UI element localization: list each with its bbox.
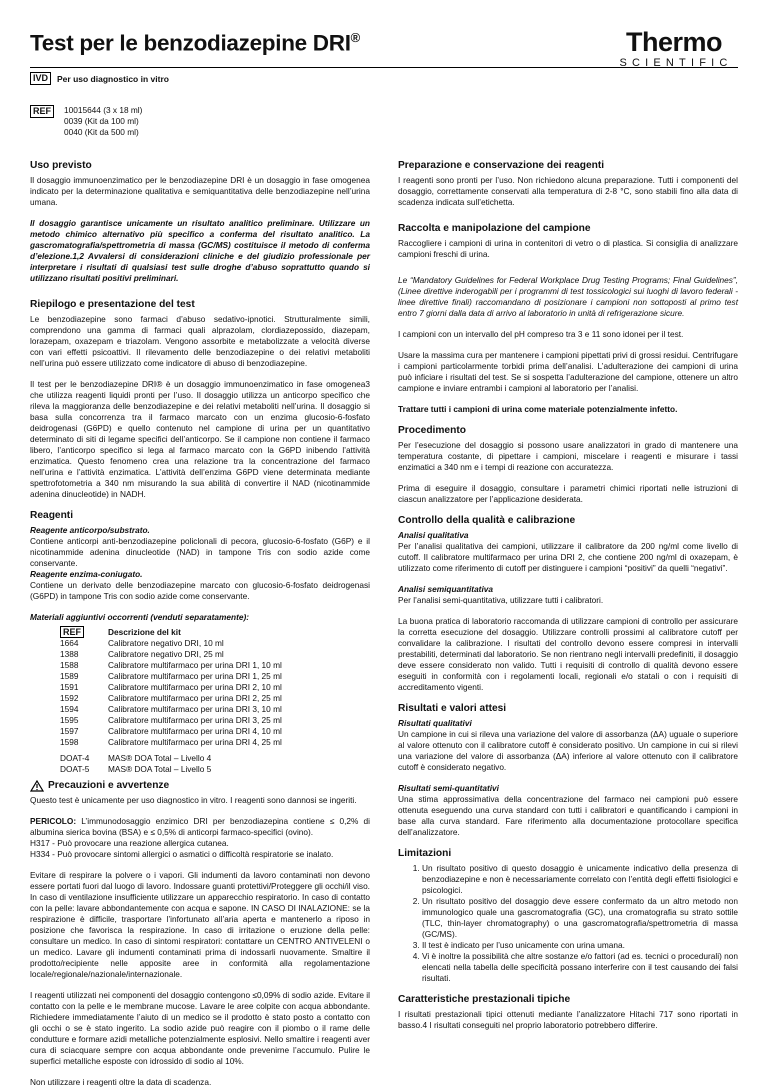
text-left-kit-codes-9: 1598 — [60, 737, 79, 747]
text-right-ctrl-p3: La buona pratica di laboratorio raccomanda di utilizzare campioni di controllo per assicurare la corretta esecuzione del dosaggio. Utilizzare controlli prossimi al calibratore cutoff per convalidare la calibrazione. I risultati del controllo devono essere compresi in intervalli prestabiliti, determinati dal laboratorio. Se non rientrano negli intervalli predefiniti, il dosaggio deve essere considerato non valido. Tutti i requisiti di controllo di qualità devono essere eseguiti in conformità con i regolamenti locali, regionali e/o statali o con i requisiti di accreditamento vigenti. — [398, 616, 738, 692]
text-right-proc-p1: Per l’esecuzione del dosaggio si possono usare analizzatori in grado di mantenere una temperatura costante, di pipettare i campioni, miscelare i reagenti e misurare i tassi enzimatici a 340 nm e i tempi di reazione con accuratezza. — [398, 440, 738, 472]
list-item: 4. Vi è inoltre la possibilità che altre sostanze e/o fattori (ad es. tecnici o procedurali) non elencati nella tabella delle specificità possano interferire con il test causando dei falsi risultati. — [422, 951, 738, 984]
text-left-prec-p5: Non utilizzare i reagenti oltre la data di scadenza. — [30, 1077, 212, 1087]
text-left-uso-p2: Il dosaggio garantisce unicamente un risultato analitico preliminare. Utilizzare un metodo chimico alternativo più specifico a conferma del risultato analitico. La gascromatografia/spettrometria di massa (GC/MS) costituisce il metodo di conferma d’elezione.1,2 Avvalersi di considerazioni cliniche e del giudizio professionale per interpretare i risultati di qualsiasi test sulle droghe d’abuso soprattutto quando si utilizzano risultati positivi preliminari. — [30, 218, 370, 283]
text-left-kit-descs-1: Calibratore negativo DRI, 25 ml — [108, 649, 224, 659]
text-left-uso-p1: Il dosaggio immunoenzimatico per le benzodiazepine DRI è un dosaggio in fase omogenea indicato per la determinazione qualitativa e semiquantitativa delle benzodiazepine nell’urina umana. — [30, 175, 370, 207]
right-column — [398, 160, 738, 1031]
text-right-ris-p2: Una stima approssimativa della concentrazione del farmaco nei campioni può essere ottenuta eseguendo una curva standard con tutti i calibratori e quantificando i campioni in base alla curva standard. Fare riferimento alla documentazione protocollare specifica dell’analizzatore. — [398, 794, 738, 837]
text-left-kit-codes-3: 1589 — [60, 671, 79, 681]
warning-icon — [30, 780, 44, 792]
text-left-riep-p1: Le benzodiazepine sono farmaci d’abuso sedativo-ipnotici. Strutturalmente simili, comprendono una gamma di farmaci quali alprazolam, clordiazepossido, diazepam, lorazepam, oxazepam e triazolam. Vengono assorbite e metabolizzate a velocità diverse con vari effetti psicoattivi. Il rilevamento delle benzodiazepine o dei relativi metaboliti nell’urina può essere utilizzato come indicatore di abuso di benzodiazepine. — [30, 314, 370, 368]
text-header-logo-bottom: SCIENTIFIC — [619, 57, 733, 69]
text-left-kit-descs-2: Calibratore multifarmaco per urina DRI 1, 10 ml — [108, 660, 282, 670]
text-left-prec-p3: Evitare di respirare la polvere o i vapori. Gli indumenti da lavoro contaminati non devono essere portati fuori dal luogo di lavoro. Indossare guanti protettivi/Proteggere gli occhi/il viso. In caso di ventilazione insufficiente utilizzare un apparecchio respiratorio. In caso di contatto con la pelle: lavare abbondantemente con acqua e sapone. IN CASO DI INALAZIONE: se la respirazione è difficile, trasportare l’infortunato all’aria aperta e mantenerlo a riposo in posizione che favorisca la respirazione. In caso di irritazione o eruzione della pelle: consultare un medico. In caso di sintomi respiratori: contattare un CENTRO ANTIVELENI o un medico. Lavare gli indumenti contaminati prima di indossarli nuovamente. Smaltire il prodotto/recipiente nelle apposite aree in conformità alla regolamentazione locale/regionale/nazionale/internazionale. — [30, 870, 370, 979]
text-left-kit-codes-0: 1664 — [60, 638, 79, 648]
text-right-racc-p2: Le “Mandatory Guidelines for Federal Workplace Drug Testing Programs; Final Guidelines”, (Linee direttive inderogabili per i programmi di test tossicologici sui luoghi di lavoro federali - linee direttive finali) raccomandano di posizionare i campioni non sottoposti al primo test entro 7 giorni dalla data di arrivo al laboratorio in unità di refrigerazione sicure. — [398, 275, 738, 318]
text-header-logo-top: Thermo — [625, 27, 722, 57]
text-right-racc-p1: Raccogliere i campioni di urina in contenitori di vetro o di plastica. Si consiglia di analizzare campioni freschi di urina. — [398, 238, 738, 259]
text-left-kit-codes-2: 1588 — [60, 660, 79, 670]
text-left-riep-p2: Il test per le benzodiazepine DRI® è un dosaggio immunoenzimatico in fase omogenea3 che utilizza reagenti liquidi pronti per l’uso. Il dosaggio utilizza un anticorpo specifico che rileva la maggioranza delle benzodiazepine e dei relativi metaboliti nell’urina. Il dosaggio si basa sulla concorrenza tra il farmaco marcato con un enzima glucosio-6-fosfato deidrogenasi (G6PD) e quello contenuto nel campione di urina per un quantitativo determinato di siti di legame specifici dell’anticorpo. Se il campione non contiene il farmaco libero, l’anticorpo specifico si lega al farmaco marcato con la G6PD inibendo l’attività enzimatica. Questo fenomeno crea una relazione tra la concentrazione del farmaco nell’urina e l’attività enzimatica. L’attività dell’enzima G6PD viene determinata mediante spettrofotometria a 340 nm misurando la sua abilità di convertire il NAD (nicotinammide adenina dinucleotide) in NADH. — [30, 379, 370, 499]
text-right-car-p: I risultati prestazionali tipici ottenuti mediante l’analizzatore Hitachi 717 sono riportati in basso.4 I risultati conseguiti nel proprio laboratorio potrebbero differire. — [398, 1009, 738, 1030]
text-left-kit-descs-8: Calibratore multifarmaco per urina DRI 4, 10 ml — [108, 726, 282, 736]
text-left-kit-descs-3: Calibratore multifarmaco per urina DRI 1, 25 ml — [108, 671, 282, 681]
text-right-ctrl-p2: Per l’analisi semi-quantitativa, utilizzare tutti i calibratori. — [398, 595, 604, 605]
list-item: 2. Un risultato positivo del dosaggio deve essere confermato da un altro metodo non immunologico quale una gascromatografia (GC), una cromatografia su strato sottile (TLC, thin-layer chromatography) o una gascromatografia/spettrometria di massa (GC/MS). — [422, 896, 738, 940]
section-procedimento: Procedimento — [398, 425, 466, 436]
text-left-kit-codes-1: 1388 — [60, 649, 79, 659]
text-left-kit-descs-5: Calibratore multifarmaco per urina DRI 2, 25 ml — [108, 693, 282, 703]
text-left-kit-codes-8: 1597 — [60, 726, 79, 736]
text-left-kit-descs-4: Calibratore multifarmaco per urina DRI 2, 10 ml — [108, 682, 282, 692]
text-right-ctrl-p1: Per l’analisi qualitativa dei campioni, utilizzare il calibratore da 200 ng/ml come livello di cutoff. Il calibratore multifarmaco per urina DRI 2, che contiene 200 ng/ml di oxazepam, è utilizzato come riferimento di cutoff per distinguere i campioni “positivi” da quelli “negativi”. — [398, 541, 738, 573]
list-item: 3. Il test è indicato per l’uso unicamente con urina umana. — [422, 940, 738, 951]
text-left-kit-codes-4: 1591 — [60, 682, 79, 692]
text-left-mat-title: Materiali aggiuntivi occorrenti (venduti separatamente): — [30, 612, 249, 622]
text-header-title-reg: ® — [350, 30, 360, 45]
text-left-doat-descs-0: MAS® DOA Total – Livello 4 — [108, 753, 212, 763]
ref-block — [30, 105, 142, 138]
section-uso-previsto: Uso previsto — [30, 160, 92, 171]
text-right-ctrl-sub2: Analisi semiquantitativa — [398, 584, 493, 594]
left-column — [30, 160, 370, 1088]
text-left-doat-codes-0: DOAT-4 — [60, 753, 90, 763]
section-reagenti: Reagenti — [30, 510, 74, 521]
text-right-racc-p5: Trattare tutti i campioni di urina come materiale potenzialmente infetto. — [398, 404, 678, 414]
header-rule — [30, 67, 738, 68]
text-header-ivd-text: Per uso diagnostico in vitro — [57, 73, 169, 84]
text-left-doat-descs-1: MAS® DOA Total – Livello 5 — [108, 764, 212, 774]
text-right-racc-p4: Usare la massima cura per mantenere i campioni pipettati privi di grossi residui. Centrifugare i campioni particolarmente torbidi prima dell’analisi. L’adulterazione dei campioni di urina può inficiare i risultati del test. Se si sospetta l’adulterazione del campione, ottenere un altro campione e inviare entrambi i campioni al laboratorio per l’analisi. — [398, 350, 738, 393]
ivd-symbol: IVD — [30, 72, 51, 85]
text-header-ref-lines-2: 0040 (Kit da 500 ml) — [64, 127, 139, 137]
text-header-ref-lines-1: 0039 (Kit da 100 ml) — [64, 116, 139, 126]
text-header-title: Test per le benzodiazepine DRI — [30, 30, 351, 56]
section-controllo-qualita: Controllo della qualità e calibrazione — [398, 515, 576, 526]
text-left-reag-t1: Contiene anticorpi anti-benzodiazepine policlonali di pecora, glucosio-6-fosfato (G6P) e il nicotinammide adenina dinucleotide (NAD) in tampone Tris con sodio azide come conservante. — [30, 536, 370, 568]
text-right-prep-p: I reagenti sono pronti per l’uso. Non richiedono alcuna preparazione. Tutti i componenti del dosaggio, correttamente conservati alla temperatura di 2-8 °C, sono stabili fino alla data di scadenza indicata sull’etichetta. — [398, 175, 738, 207]
text-right-racc-p3: I campioni con un intervallo del pH compreso tra 3 e 11 sono idonei per il test. — [398, 329, 684, 339]
text-left-kit-header: Descrizione del kit — [108, 627, 181, 637]
ivd-line — [30, 72, 169, 85]
ref-symbol: REF — [60, 626, 84, 638]
text-left-kit-codes-6: 1594 — [60, 704, 79, 714]
text-left-reag-t2: Contiene un derivato delle benzodiazepine marcato con glucosio-6-fosfato deidrogenasi (G6PD) in tampone Tris con sodio azide come conservante. — [30, 580, 370, 601]
text-left-kit-descs-0: Calibratore negativo DRI, 10 ml — [108, 638, 224, 648]
section-preparazione: Preparazione e conservazione dei reagenti — [398, 160, 605, 171]
text-left-per-lead: PERICOLO: — [30, 816, 77, 826]
list-item: 1. Un risultato positivo di questo dosaggio è unicamente indicativo della presenza di benzodiazepine e non è necessariamente correlato con l’entità degli effetti fisiologici e psicologici. — [422, 863, 738, 896]
text-left-prec-p4: I reagenti utilizzati nei componenti del dosaggio contengono ≤0,09% di sodio azide. Evitare il contatto con la pelle e le membrane mucose. Lavare le aree colpite con acqua abbondante. Richiedere immediatamente l’aiuto di un medico se il prodotto è stato posto a contatto con gli occhi o se è stato ingerito. La sodio azide può reagire con il piombo o il rame delle condutture e formare azidi metalliche potenzialmente esplosivi. Nello smaltire i reagenti aver cura di sciacquare sempre con acqua abbondante onde prevenirne l’accumulo. Pulire le superfici metalliche esposte con idrossido di sodio al 10%. — [30, 990, 370, 1066]
text-left-kit-descs-6: Calibratore multifarmaco per urina DRI 3, 10 ml — [108, 704, 282, 714]
text-header-ref-lines-0: 10015644 (3 x 18 ml) — [64, 105, 143, 115]
kit-table — [30, 627, 370, 775]
section-riepilogo: Riepilogo e presentazione del test — [30, 299, 195, 310]
document-title — [30, 30, 360, 57]
text-left-per-text: L’immunodosaggio enzimico DRI per benzodiazepina contiene ≤ 0,2% di albumina sierica bovina (BSA) e ≤ 0,5% di anticorpi farmaco-specifici (ovino). — [30, 816, 370, 837]
section-caratteristiche: Caratteristiche prestazionali tipiche — [398, 994, 571, 1005]
section-raccolta: Raccolta e manipolazione del campione — [398, 223, 591, 234]
limitations-list — [398, 863, 738, 984]
text-left-reag-sub2: Reagente enzima-coniugato. — [30, 569, 143, 579]
text-left-prec-title: Precauzioni e avvertenze — [48, 780, 170, 791]
text-left-kit-codes-5: 1592 — [60, 693, 79, 703]
text-right-ris-sub2: Risultati semi-quantitativi — [398, 783, 499, 793]
text-right-ris-sub1: Risultati qualitativi — [398, 718, 472, 728]
text-right-ris-p1: Un campione in cui si rileva una variazione del valore di assorbanza (ΔA) uguale o superiore al valore ottenuto con il calibratore cutoff è considerato positivo. Un campione in cui si rilevi una variazione del valore di assorbanza (ΔA) inferiore al valore ottenuto con il calibratore cutoff è considerato negativo. — [398, 729, 738, 772]
text-left-prec-p1: Questo test è unicamente per uso diagnostico in vitro. I reagenti sono dannosi se ingeriti. — [30, 795, 357, 805]
text-left-kit-descs-9: Calibratore multifarmaco per urina DRI 4, 25 ml — [108, 737, 282, 747]
text-left-kit-descs-7: Calibratore multifarmaco per urina DRI 3, 25 ml — [108, 715, 282, 725]
section-limitazioni: Limitazioni — [398, 848, 452, 859]
text-left-kit-codes-7: 1595 — [60, 715, 79, 725]
ref-symbol: REF — [30, 105, 54, 118]
text-right-ctrl-sub1: Analisi qualitativa — [398, 530, 469, 540]
text-right-proc-p2: Prima di eseguire il dosaggio, consultare i parametri chimici riportati nelle istruzioni di ciascun analizzatore per l’applicazione desiderata. — [398, 483, 738, 504]
section-risultati: Risultati e valori attesi — [398, 703, 507, 714]
text-left-doat-codes-1: DOAT-5 — [60, 764, 90, 774]
text-left-per-h334: H334 - Può provocare sintomi allergici o asmatici o difficoltà respiratorie se inalato. — [30, 849, 334, 859]
text-left-per-h317: H317 - Può provocare una reazione allergica cutanea. — [30, 838, 229, 848]
section-precauzioni — [30, 780, 370, 792]
text-left-reag-sub1: Reagente anticorpo/substrato. — [30, 525, 150, 535]
thermo-scientific-logo — [610, 28, 738, 70]
